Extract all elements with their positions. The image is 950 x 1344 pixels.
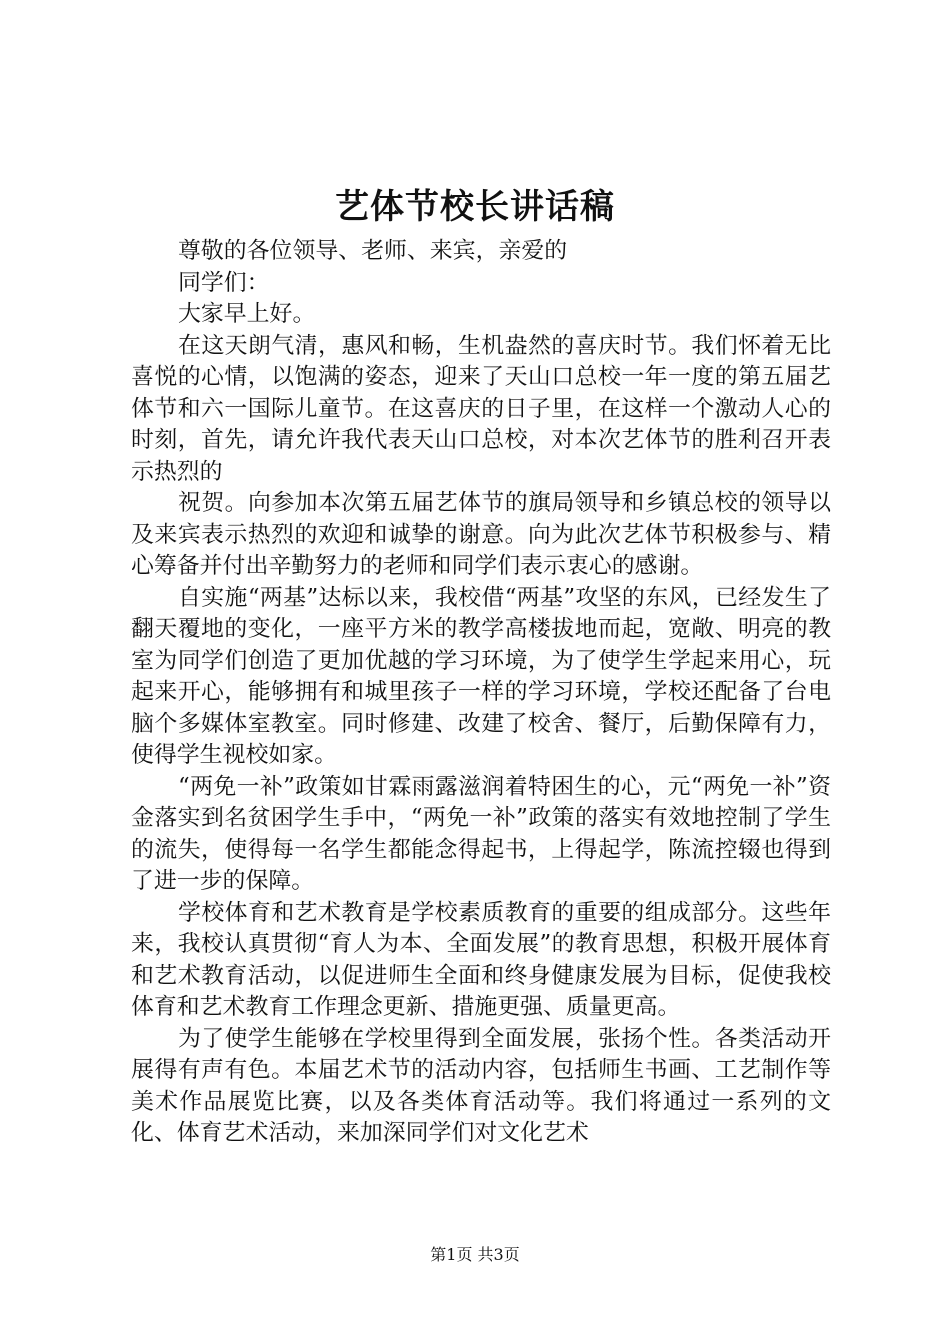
paragraph-sports-arts: 学校体育和艺术教育是学校素质教育的重要的组成部分。这些年来，我校认真贯彻“育人为本、全面发展”的教育思想，积极开展体育和艺术教育活动，以促进师生全面和终身健康发展为目标，促使我校体育和艺术教育工作理念更新、措施更强、质量更高。 <box>131 899 831 1020</box>
page-number: 第1页 共3页 <box>430 1245 520 1264</box>
paragraph-activities: 为了使学生能够在学校里得到全面发展，张扬个性。各类活动开展得有声有色。本届艺术节的活动内容，包括师生书画、工艺制作等美术作品展览比赛，以及各类体育活动等。我们将通过一系列的文化、体育艺术活动，来加深同学们对文化艺术 <box>131 1025 831 1146</box>
paragraph-opening: 在这天朗气清，惠风和畅，生机盎然的喜庆时节。我们怀着无比喜悦的心情，以饱满的姿态，迎来了天山口总校一年一度的第五届艺体节和六一国际儿童节。在这喜庆的日子里，在这样一个激动人心的时刻，首先，请允许我代表天山口总校，对本次艺体节的胜利召开表示热烈的 <box>131 332 831 485</box>
paragraph-salutation: 尊敬的各位领导、老师、来宾，亲爱的 <box>178 238 568 264</box>
paragraph-congratulations: 祝贺。向参加本次第五届艺体节的旗局领导和乡镇总校的领导以及来宾表示热烈的欢迎和诚挚的谢意。向为此次艺体节积极参与、精心筹备并付出辛勤努力的老师和同学们表示衷心的感谢。 <box>131 490 831 579</box>
paragraph-salutation-cont: 同学们： <box>178 269 270 296</box>
document-body <box>131 236 831 1150</box>
paragraph-greeting: 大家早上好。 <box>178 301 316 327</box>
paragraph-two-basics: 自实施“两基”达标以来，我校借“两基”攻坚的东风，已经发生了翻天覆地的变化，一座平方米的教学高楼拔地而起，宽敞、明亮的教室为同学们创造了更加优越的学习环境，为了使学生学起来用心，玩起来开心，能够拥有和城里孩子一样的学习环境，学校还配备了台电脑个多媒体室教室。同时修建、改建了校舍、餐厅，后勤保障有力，使得学生视校如家。 <box>131 584 831 768</box>
paragraph-two-exemptions: “两免一补”政策如甘霖雨露滋润着特困生的心，元“两免一补”资金落实到名贫困学生手中，“两免一补”政策的落实有效地控制了学生的流失，使得每一名学生都能念得起书，上得起学，陈流控辍也得到了进一步的保障。 <box>131 773 831 894</box>
document-title: 艺体节校长讲话稿 <box>335 187 615 227</box>
